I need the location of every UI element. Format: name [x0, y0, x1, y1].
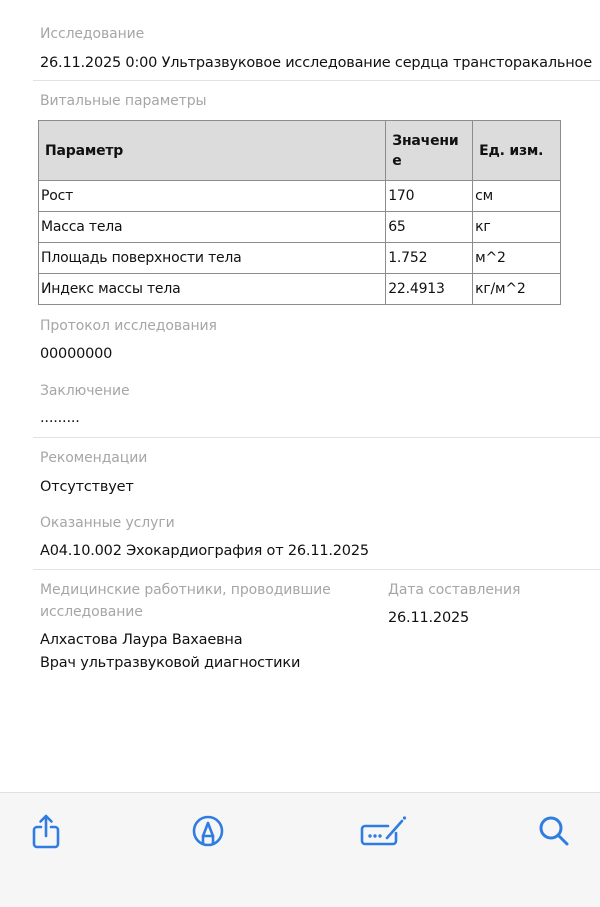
- cell-param: Индекс массы тела: [39, 274, 386, 305]
- share-button[interactable]: [26, 811, 66, 851]
- cell-param: Масса тела: [39, 212, 386, 243]
- staff-position: Врач ультразвуковой диагностики: [40, 655, 301, 671]
- markup-button[interactable]: [188, 811, 228, 851]
- divider: [33, 80, 600, 81]
- cell-value: 65: [386, 212, 473, 243]
- divider: [33, 437, 600, 438]
- cell-unit: кг/м^2: [473, 274, 561, 305]
- cell-param: Рост: [39, 181, 386, 212]
- cell-value: 170: [386, 181, 473, 212]
- table-row: [39, 212, 561, 243]
- search-icon: [538, 815, 570, 847]
- protocol-label: Протокол исследования: [40, 318, 217, 334]
- staff-label-line2: исследование: [40, 604, 143, 620]
- cell-value: 22.4913: [386, 274, 473, 305]
- header-value-text: Значение: [392, 132, 459, 169]
- markup-pen-icon: [191, 814, 225, 848]
- table-row: [39, 181, 561, 212]
- header-value: [386, 121, 473, 181]
- protocol-value: 00000000: [40, 346, 113, 362]
- conclusion-value: .........: [40, 410, 80, 426]
- staff-name: Алхастова Лаура Вахаевна: [40, 632, 243, 648]
- header-unit: Ед. изм.: [473, 121, 561, 181]
- header-parameter: Параметр: [39, 121, 386, 181]
- signature-icon: [360, 814, 408, 848]
- bottom-toolbar: [0, 792, 600, 907]
- recommendations-label: Рекомендации: [40, 450, 148, 466]
- cell-unit: см: [473, 181, 561, 212]
- fill-and-sign-button[interactable]: [360, 811, 408, 851]
- recommendations-value: Отсутствует: [40, 479, 134, 495]
- study-label: Исследование: [40, 26, 145, 42]
- services-label: Оказанные услуги: [40, 515, 175, 531]
- vitals-label: Витальные параметры: [40, 93, 207, 109]
- conclusion-label: Заключение: [40, 383, 130, 399]
- table-row: [39, 243, 561, 274]
- services-value: A04.10.002 Эхокардиография от 26.11.2025: [40, 543, 369, 559]
- table-row: [39, 274, 561, 305]
- table-header-row: [39, 121, 561, 181]
- search-button[interactable]: [534, 811, 574, 851]
- cell-unit: м^2: [473, 243, 561, 274]
- cell-value: 1.752: [386, 243, 473, 274]
- compiled-label: Дата составления: [388, 582, 521, 598]
- cell-param: Площадь поверхности тела: [39, 243, 386, 274]
- vitals-table: [38, 120, 561, 305]
- share-icon: [31, 813, 61, 849]
- staff-label-line1: Медицинские работники, проводившие: [40, 582, 331, 598]
- compiled-value: 26.11.2025: [388, 610, 470, 626]
- cell-unit: кг: [473, 212, 561, 243]
- study-value: 26.11.2025 0:00 Ультразвуковое исследование сердца трансторакальное: [40, 55, 592, 71]
- divider: [33, 569, 600, 570]
